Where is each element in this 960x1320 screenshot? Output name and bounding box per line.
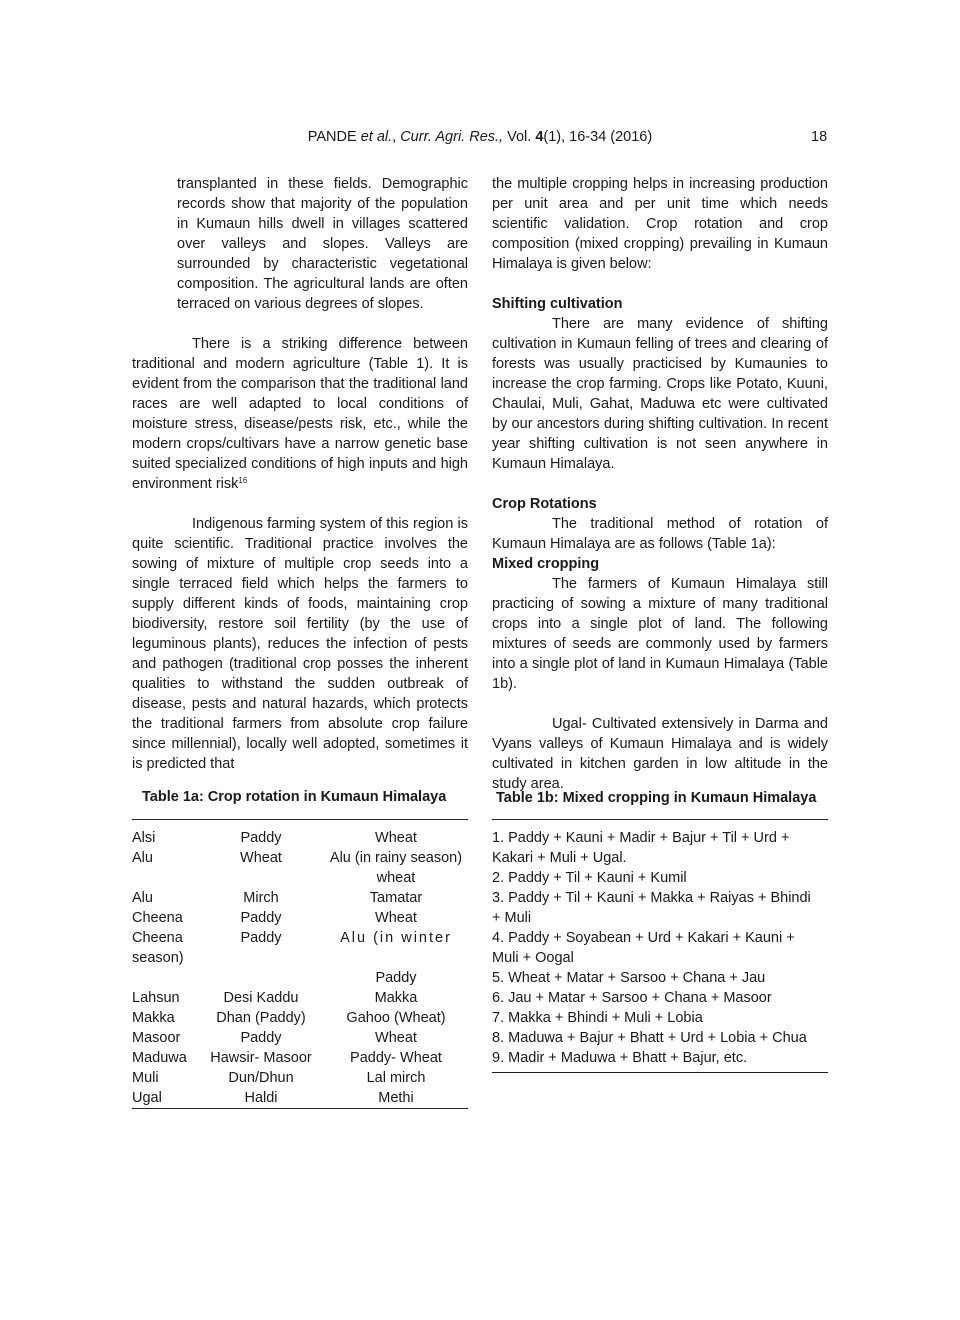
table-cell: [198, 948, 324, 968]
citation-authors: PANDE: [307, 129, 361, 145]
list-item: 4. Paddy + Soyabean + Urd + Kakari + Kauni +: [492, 930, 795, 946]
table-row: [132, 1028, 468, 1048]
list-item: 2. Paddy + Til + Kauni + Kumil: [492, 870, 687, 886]
list-item: 5. Wheat + Matar + Sarsoo + Chana + Jau: [492, 970, 766, 986]
table-cell: Paddy: [375, 970, 417, 986]
paragraph-ugal: Ugal- Cultivated extensively in Darma and Vyans valleys of Kumaun Himalaya and is widely cultivated in kitchen garden in low altitude in the study area.: [492, 716, 828, 792]
table-cell: Gahoo (Wheat): [346, 1010, 446, 1026]
table-cell: Dun/Dhun: [228, 1070, 294, 1086]
table-row: [132, 928, 468, 948]
table-cell: Wheat: [375, 830, 417, 846]
table-cell: Wheat: [375, 1030, 417, 1046]
reference-superscript: 16: [238, 476, 248, 485]
table-row: [132, 1068, 468, 1088]
table-cell: Mirch: [243, 890, 279, 906]
table-cell: Haldi: [244, 1090, 278, 1106]
heading-crop-rotations: Crop Rotations: [492, 496, 597, 512]
table-cell: Alu: [132, 850, 153, 866]
running-header: [0, 129, 960, 149]
table-cell: Alu (in rainy season): [329, 850, 463, 866]
paragraph-multiple-cropping: the multiple cropping helps in increasing production per unit area and per unit time which needs scientific validation. Crop rotation and crop composition (mixed cropping) prevailing in Kumaun Himalaya is given below:: [492, 176, 828, 272]
table-row: [132, 1088, 468, 1109]
table-cell: Paddy: [240, 1030, 282, 1046]
table-1b-caption: Table 1b: Mixed cropping in Kumaun Himalaya: [496, 790, 817, 806]
table-1a-crop-rotation: [132, 819, 468, 1109]
table-row: [132, 1008, 468, 1028]
list-item: + Muli: [492, 910, 532, 926]
list-item: 3. Paddy + Til + Kauni + Makka + Raiyas + Bhindi: [492, 890, 811, 906]
table-cell: Masoor: [132, 1030, 181, 1046]
table-row: [132, 888, 468, 908]
paragraph-shifting-cultivation: There are many evidence of shifting cultivation in Kumaun felling of trees and clearing of forests was usually practicised by Kumaunies to increase the crop farming. Crops like Potato, Kuuni, Chaulai, Muli, Gahat, Maduwa etc were cultivated by our ancestors during shifting cultivation. In recent year shifting cultivation is not seen anywhere in Kumaun Himalaya.: [492, 316, 828, 472]
table-row: [132, 908, 468, 928]
table-cell: Cheena: [132, 910, 183, 926]
table-cell: Alsi: [132, 830, 156, 846]
table-cell: Alu: [132, 890, 153, 906]
table-cell: Lal mirch: [366, 1070, 426, 1086]
table-cell: [198, 968, 324, 988]
paragraph-indigenous-farming: Indigenous farming system of this region is quite scientific. Traditional practice involves the sowing of mixture of multiple crop seeds into a single terraced field which helps the farmers to supply different kinds of foods, maintaining crop biodiversity, restore soil fertility (by the use of leguminous plants), reduces the infection of pests and pathogen (traditional crop posses the inherent qualities to withstand the sudden outbreak of disease, pests and natural hazards, which protects the traditional farmers from absolute crop failure since millennial), locally well adopted, sometimes it is predicted that: [132, 516, 468, 772]
table-cell: Muli: [132, 1070, 159, 1086]
citation-etal: et al.: [360, 129, 393, 145]
table-cell: Desi Kaddu: [223, 990, 299, 1006]
table-cell: [132, 868, 198, 888]
table-cell: Wheat: [375, 910, 417, 926]
citation-volume: 4: [535, 129, 544, 145]
table-cell: Alu (in winter: [340, 930, 452, 946]
table-cell: wheat: [376, 870, 416, 886]
table-cell: Cheena: [132, 930, 183, 946]
table-row: [132, 988, 468, 1008]
table-row: [132, 948, 468, 968]
right-column: [492, 174, 828, 794]
list-item: 6. Jau + Matar + Sarsoo + Chana + Masoor: [492, 990, 772, 1006]
list-item: Kakari + Muli + Ugal.: [492, 850, 627, 866]
paragraph-striking-difference: [132, 334, 468, 494]
list-item: 7. Makka + Bhindi + Muli + Lobia: [492, 1010, 703, 1026]
list-item: 8. Maduwa + Bajur + Bhatt + Urd + Lobia + Chua: [492, 1030, 807, 1046]
page-number: 18: [811, 129, 828, 145]
table-cell: Lahsun: [132, 990, 180, 1006]
table-row: [132, 1048, 468, 1068]
paragraph-striking-difference-text: There is a striking difference between traditional and modern agriculture (Table 1). It is evident from the comparison that the traditional land races are well adapted to local conditions of moisture stress, disease/pests risk, etc., while the modern crops/cultivars have a narrow genetic base suited specialized conditions of high inputs and high environment risk: [132, 336, 468, 492]
left-column: [132, 174, 468, 774]
table-cell: Paddy: [240, 930, 282, 946]
list-item: 1. Paddy + Kauni + Madir + Bajur + Til + Urd +: [492, 830, 790, 846]
table-1b-mixed-cropping: [492, 819, 828, 1073]
table-cell: Hawsir- Masoor: [210, 1050, 312, 1066]
table-cell: Tamatar: [369, 890, 423, 906]
table-cell: Paddy: [240, 910, 282, 926]
table-cell: Makka: [374, 990, 418, 1006]
table-cell: Methi: [378, 1090, 414, 1106]
table-cell: Maduwa: [132, 1050, 187, 1066]
table-cell: [132, 968, 198, 988]
table-1a-caption: Table 1a: Crop rotation in Kumaun Himalaya: [142, 789, 447, 805]
table-row: [132, 848, 468, 868]
paragraph-mixed-cropping: The farmers of Kumaun Himalaya still practicing of sowing a mixture of many traditional crops into a single plot of land. The following mixtures of seeds are commonly used by farmers into a single plot of land in Kumaun Himalaya (Table 1b).: [492, 576, 828, 692]
table-cell: season): [132, 950, 184, 966]
table-cell: Wheat: [240, 850, 282, 866]
citation-journal: Curr. Agri. Res.,: [400, 129, 504, 145]
table-cell: Ugal: [132, 1090, 162, 1106]
list-item: 9. Madir + Maduwa + Bhatt + Bajur, etc.: [492, 1050, 748, 1066]
citation-issue-pages: (1), 16-34 (2016): [543, 129, 653, 145]
citation-volume-label: Vol.: [503, 129, 536, 145]
heading-mixed-cropping: Mixed cropping: [492, 556, 600, 572]
paragraph-crop-rotations: The traditional method of rotation of Kumaun Himalaya are as follows (Table 1a):: [492, 516, 828, 552]
table-cell: [198, 868, 324, 888]
citation-separator: ,: [392, 129, 401, 145]
table-row: [132, 820, 468, 849]
table-row: [132, 968, 468, 988]
table-cell: [324, 948, 468, 968]
table-cell: Paddy: [240, 830, 282, 846]
heading-shifting-cultivation: Shifting cultivation: [492, 296, 623, 312]
paragraph-transplanted: transplanted in these fields. Demographic records show that majority of the population in Kumaun hills dwell in villages scattered over valleys and slopes. Valleys are surrounded by characteristic vegetational composition. The agricultural lands are often terraced on various degrees of slopes.: [177, 176, 468, 312]
list-item: Muli + Oogal: [492, 950, 574, 966]
table-cell: Dhan (Paddy): [216, 1010, 306, 1026]
table-cell: Makka: [132, 1010, 175, 1026]
table-cell: Paddy- Wheat: [350, 1050, 442, 1066]
table-row: [132, 868, 468, 888]
